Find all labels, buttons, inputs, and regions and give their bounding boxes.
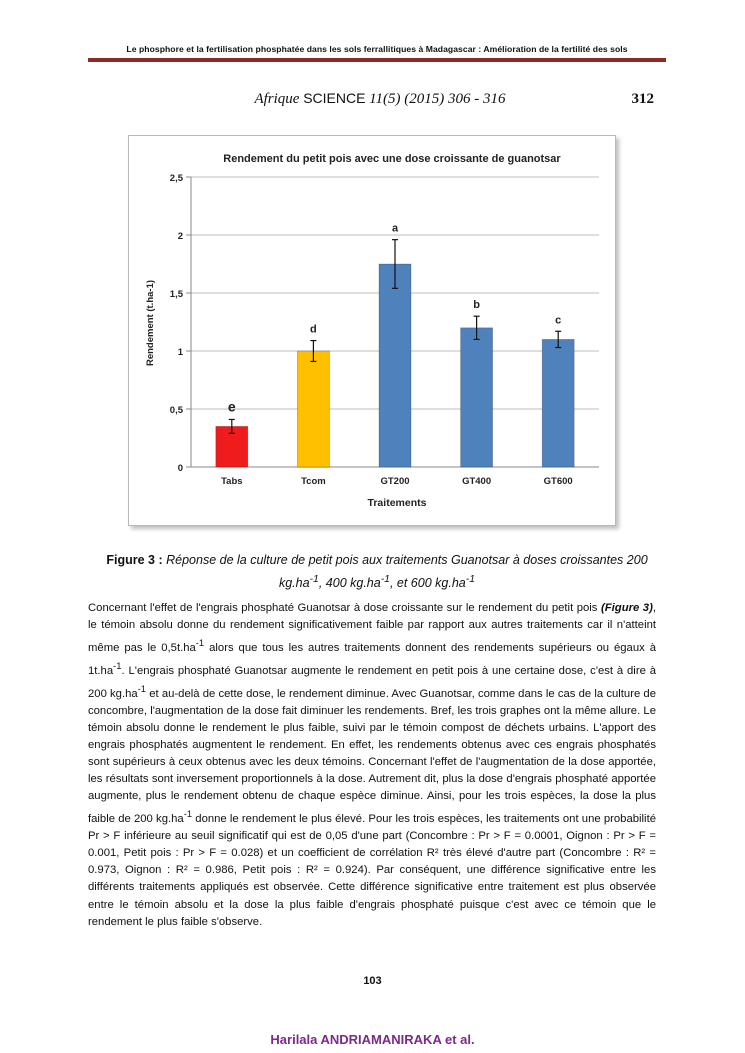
- y-tick-label: 2,5: [169, 173, 183, 184]
- page-number-top: 312: [631, 91, 654, 107]
- bar-gt400: [461, 328, 493, 467]
- body-text-1: Concernant l'effet de l'engrais phosphaté Guanotsar à dose croissante sur le rendement du petit pois: [88, 602, 601, 614]
- y-axis-title: Rendement (t.ha-1): [145, 279, 156, 367]
- caption-sup-1: -1: [309, 574, 319, 585]
- journal-volume: 11(5) (2015) 306 - 316: [369, 91, 506, 107]
- bar-tcom: [297, 351, 329, 467]
- body-paragraph: [88, 600, 656, 931]
- bar-group: [297, 324, 329, 467]
- x-tick-label: GT600: [543, 476, 573, 487]
- header-rule: [88, 58, 666, 62]
- x-tick-label: Tabs: [221, 476, 243, 487]
- figure-caption: [88, 550, 666, 593]
- caption-sup-2: -1: [380, 574, 390, 585]
- significance-letter: b: [473, 299, 480, 312]
- bar-chart: [129, 136, 615, 525]
- significance-letter: d: [310, 323, 317, 336]
- figure-label: Figure 3 :: [106, 553, 163, 567]
- significance-letter: a: [391, 222, 399, 235]
- bar-gt200: [379, 264, 411, 467]
- y-tick-label: 0: [177, 463, 183, 474]
- x-tick-label: GT200: [380, 476, 410, 487]
- y-tick-label: 1,5: [169, 289, 183, 300]
- journal-name: SCIENCE: [303, 90, 366, 106]
- body-sup-3: -1: [137, 682, 147, 694]
- figure-caption-text: [166, 553, 648, 590]
- chart-container: [128, 135, 616, 526]
- body-sup-1: -1: [195, 637, 205, 649]
- caption-part-3: , et 600 kg.ha: [389, 576, 466, 591]
- body-text-4: . L'engrais phosphaté Guanotsar augmente le rendement en petit pois à une certaine dose, c'est à dire à 200 kg.ha: [88, 664, 656, 700]
- caption-sup-3: -1: [465, 574, 475, 585]
- bar-group: [379, 223, 411, 467]
- caption-part-1: Réponse de la culture de petit pois aux traitements Guanotsar à doses croissantes 200 kg.ha: [166, 553, 648, 591]
- significance-letter: c: [555, 314, 562, 327]
- x-axis-title: Traitements: [367, 497, 427, 509]
- bar-group: [461, 299, 493, 467]
- significance-letter: e: [227, 398, 236, 415]
- y-tick-label: 0,5: [169, 405, 183, 416]
- x-tick-label: GT400: [462, 476, 492, 487]
- body-text-5: et au-delà de cette dose, le rendement diminue. Avec Guanotsar, comme dans le cas de la culture de concombre, l'augmentation de la dose fait diminuer les rendements. Bref, les trois graphes ont la même allure. Le témoin absolu donne le rendement le plus faible, suivi par le témoin compost de déchets urbains. L'apport des engrais phosphatés augmentent le rendement. En effet, les rendements obtenus avec ces engrais phosphatés sont supérieurs à ceux obtenus avec les deux témoins. Concernant l'effet de l'augmentation de la dose apportée, les résultats sont inversement proportionnels à la dose. Autrement dit, plus la dose d'engrais phosphaté apportée augmente, plus le rendement obtenu de chaque espèce diminue. Ainsi, pour les trois espèces, la dose la plus faible de 200 kg.ha: [88, 687, 656, 826]
- body-text-3: alors que tous les autres traitements donnent des rendements supérieurs ou égaux à 1t.ha: [88, 641, 656, 677]
- bar-group: [542, 314, 574, 467]
- authors-footer: Harilala ANDRIAMANIRAKA et al.: [270, 1032, 475, 1047]
- body-text-6: donne le rendement le plus élevé. Pour les trois espèces, les traitements ont une probabilité Pr > F inférieure au seuil significatif qui est de 0,05 d'une part (Concombre : Pr > F = 0.0001, Oignon : Pr > F = 0.001, Petit pois : Pr > F = 0.028) et un coefficient de corrélation R² très élevé d'autre part (Concombre : R² = 0.973, Oignon : R² = 0.986, Petit pois : R² = 0.924). Par conséquent, une différence significative entre les différents traitements appliqués est observée. Cette différence significative entre traitement est plus observée entre le témoin absolu et la dose la plus faible d'engrais phosphaté puisque c'est avec ce témoin que le rendement le plus faible s'observe.: [88, 813, 656, 928]
- page-number-bottom: 103: [363, 975, 382, 987]
- journal-prefix: Afrique: [254, 91, 300, 107]
- bar-gt600: [542, 339, 574, 467]
- body-sup-4: -1: [183, 808, 193, 820]
- y-tick-label: 2: [177, 231, 183, 242]
- y-tick-label: 1: [177, 347, 183, 358]
- body-sup-2: -1: [113, 660, 122, 672]
- body-text-2: , le témoin absolu donne du rendement significativement faible par rapport aux autres traitements car il n'atteint même pas le 0,5t.ha: [88, 602, 656, 654]
- caption-part-2: , 400 kg.ha: [318, 576, 381, 591]
- figure-reference: (Figure 3): [601, 602, 653, 614]
- journal-reference: [180, 90, 580, 108]
- running-title: Le phosphore et la fertilisation phosphatée dans les sols ferrallitiques à Madagascar : Amélioration de la fertilité des sols: [126, 44, 628, 54]
- x-tick-label: Tcom: [301, 476, 326, 487]
- chart-title: Rendement du petit pois avec une dose croissante de guanotsar: [223, 153, 561, 165]
